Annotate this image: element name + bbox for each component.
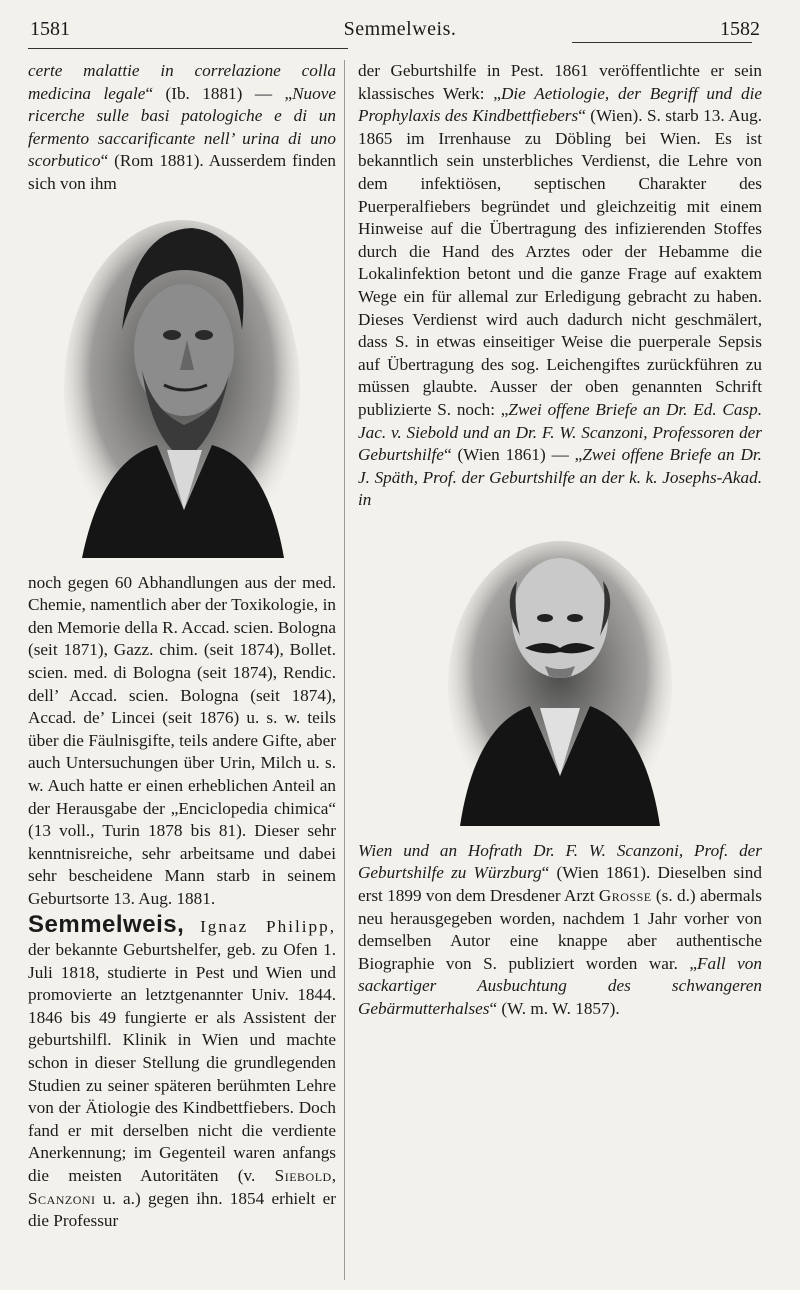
column-separator xyxy=(344,60,345,1280)
right-paragraph-1: der Geburtshilfe in Pest. 1861 veröffentlichte er sein klassisches Werk: „Die Aetiologie, der Begriff und die Prophylaxis des Kindbettfiebers“ (Wien). S. starb 13. Aug. 1865 im Irrenhause zu Döbling bei Wien. Es ist bekanntlich sein unsterbliches Verdienst, die Lehre von dem infektiösen, septischen Charakter des Puerperalfiebers begründet und gleichzeitig mit einem Hinweise auf die Übertragung des infizierenden Stoffes durch die Hand des Arztes oder der Hebamme die Lokalinfektion betont und die ganze Frage auf exaktem Wege ein für allemal zur Erledigung gebracht zu haben. Dieses Verdienst wird auch dadurch nicht geschmälert, dass S. in etwas einseitiger Weise die puerperale Sepsis auf Übertragung des sog. Leichengiftes zurückführen zu müssen glaubte. Ausser der oben genannten Schrift publizierte S. noch: „Zwei offene Briefe an Dr. Ed. Casp. Jac. v. Siebold und an Dr. F. W. Scanzoni, Professoren der Geburtshilfe“ (Wien 1861) — „Zwei offene Briefe an Dr. J. Späth, Prof. der Geburtshilfe an der k. k. Josephs-Akad. in xyxy=(358,61,763,510)
work-title: Die Aetiologie, der Begriff und die Prophylaxis des Kindbettfiebers xyxy=(358,83,762,126)
work-title: Fall von sackartiger Ausbuchtung des schwangeren Gebärmutterhalses xyxy=(358,953,762,1019)
work-title: Wien und an Hofrath Dr. F. W. Scanzoni, Prof. der Geburtshilfe zu Würzburg xyxy=(358,840,762,883)
header-rule-left xyxy=(28,48,348,49)
entry-headword: Semmelweis, xyxy=(28,911,185,939)
left-paragraph-2: noch gegen 60 Abhandlungen aus der med. Chemie, namentlich aber der Toxikologie, in den Memorie della R. Accad. scien. Bologna (seit 1871), Gazz. chim. (seit 1874), Bollet. scien. med. di Bologna (seit 1874), Rendic. dell’ Accad. scien. Bologna (seit 1874), Accad. de’ Lincei (seit 1876) u. s. w. teils über die Fäulnisgifte, teils andere Gifte, aber auch Untersuchungen über Urin, Milch u. s. w. Auch hatte er einen erheblichen Anteil an der Herausgabe der „Enciclopedia chimica“ (13 voll., Turin 1878 bis 81). Dieser sehr kenntnisreiche, sehr arbeitsame und dabei sehr bescheidene Mann starb in seinem Geburtsorte 13. Aug. 1881. xyxy=(28,572,336,908)
work-title: certe malattie in correlazione colla medicina legale xyxy=(28,61,336,103)
work-title: Zwei offene Briefe an Dr. Ed. Casp. Jac. v. Siebold und an Dr. F. W. Scanzoni, Professoren der Geburtshilfe xyxy=(358,399,762,465)
page-number-left: 1581 xyxy=(30,18,70,40)
right-paragraph-2: Wien und an Hofrath Dr. F. W. Scanzoni, Prof. der Geburtshilfe zu Würzburg“ (Wien 1861). Dieselben sind erst 1899 von dem Dresdener Arzt Grosse (s. d.) abermals neu herausgegeben worden, nachdem 1 Jahr vorher von demselben Autor eine knappe aber authentische Biographie von S. publiziert worden war. „Fall von sackartiger Ausbuchtung des schwangeren Gebärmutterhalses“ (W. m. W. 1857). xyxy=(358,840,762,1019)
entry-given-names: Ignaz Philipp, xyxy=(200,917,336,937)
portrait-semmelweis xyxy=(445,526,675,826)
running-title: Semmelweis. xyxy=(343,18,457,40)
left-column xyxy=(28,60,336,1233)
header-rule-right xyxy=(572,42,752,43)
right-column xyxy=(358,60,762,1021)
work-title: Nuove ricerche sulle basi patologiche e di un fermento saccarificante nell’ urina di uno scorbutico xyxy=(28,83,336,171)
page-number-right: 1582 xyxy=(720,18,760,40)
work-title: Zwei offene Briefe an Dr. J. Späth, Prof. der Geburtshilfe an der k. k. Josephs-Akad. in xyxy=(358,445,762,510)
left-paragraph-1: certe malattie in correlazione colla medicina legale“ (Ib. 1881) — „Nuove ricerche sulle basi patologiche e di un fermento saccarificante nell’ urina di uno scorbutico“ (Rom 1881). Ausserdem finden sich von ihm xyxy=(28,61,336,193)
page-header xyxy=(0,18,800,48)
entry-semmelweis: Semmelweis, Ignaz Philipp, der bekannte Geburtshelfer, geb. zu Ofen 1. Juli 1818, studierte in Pest und Wien und promovierte an letztgenannter Univ. 1844. 1846 bis 49 fungierte er als Assistent der geburtshilfl. Klinik in Wien und machte schon in dieser Stellung die grundlegenden Studien zu seiner späteren berühmten Lehre von der Ätiologie des Kindbettfiebers. Doch fand er mit derselben nicht die verdiente Anerkennung; im Gegenteil waren anfangs die meisten Autoritäten (v. Siebold, Scanzoni u. a.) gegen ihn. 1854 erhielt er die Professur xyxy=(28,911,336,1231)
portrait-engraving-top xyxy=(62,210,302,558)
